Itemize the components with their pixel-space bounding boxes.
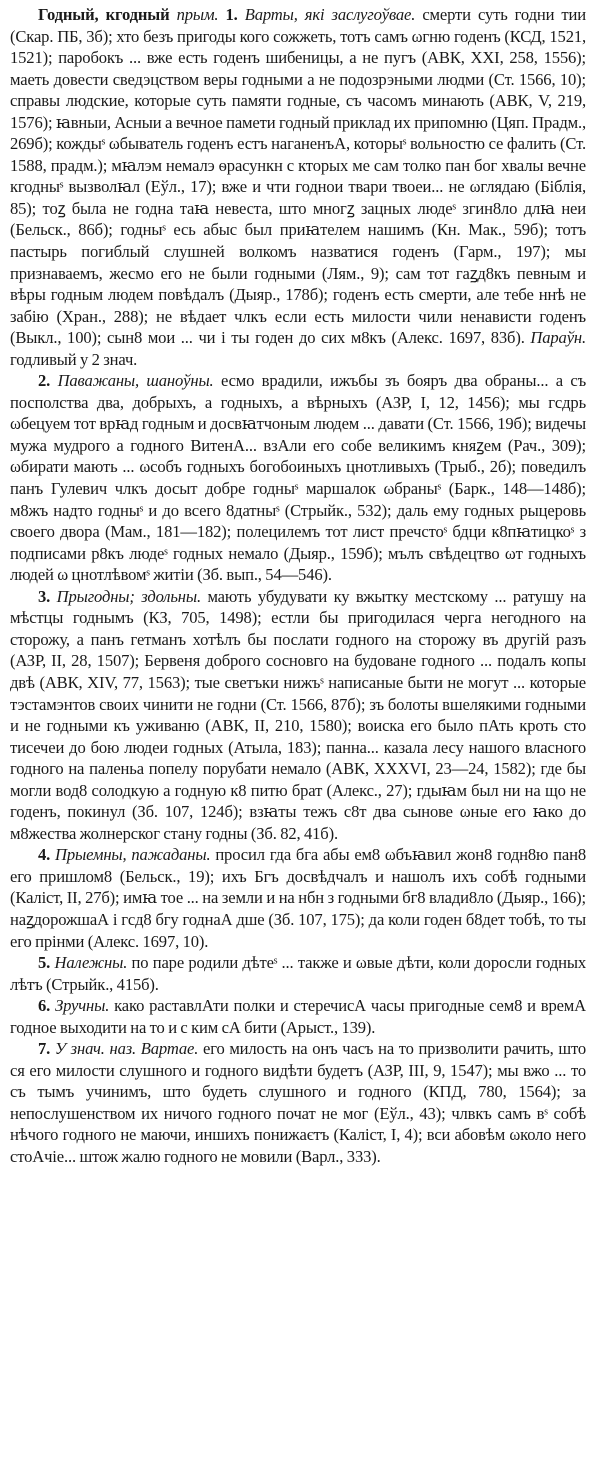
sense-gloss: У знач. наз. Вартае.: [54, 1039, 199, 1059]
sense-gloss: Зручны.: [55, 996, 110, 1016]
sense-text: мають убудувати ку вжытку местскому ... ратушу на мѣстцы годнымъ (КЗ, 705, 1498); естли бы пригодилася черга негодного на сторожу, а панъ гетманъ хотѣлъ бы послати годного на сторожу въ другій разъ (АЗР, II, 28, 1507); Бервеня доброго сосновго на будоване годного ... подалъ копы двѣ (АВК, XIV, 77, 1563); тые светъки нижъˢ написаные быти не могут ... которые тэстамэнтов своих чинити не годни (Ст. 1566, 87б); зъ болоты вшелякими годными и не годными къ уживаню (АВК, II, 210, 1580); воиска его было пАть кроть сто тисечеи до бою людеи годных (Атыла, 183); панна... казала лесу нашого власного годного на паленьа попелу порубати немало (АВК, XXXVI, 23—24, 1582); где бы могли вод8 солодкую а годную к8 питю брат (Алекс., 27); гдыꙗм был ни на що не годенъ, покинул (Зб. 107, 124б); взꙗты тежъ с8т два сынове ωные его ꙗко до м8жества жолнерског стану годны (Зб. 82, 41б).: [10, 586, 587, 843]
sense-number: 1.: [225, 5, 238, 24]
sense-text: како раставлАти полки и стеречисА часы пригодные сем8 и времА годное выходити на то и с ким сА бити (Арыст., 139).: [10, 996, 586, 1037]
dictionary-entry: [10, 4, 586, 1168]
sense-number: 6.: [38, 996, 51, 1016]
sense-number: 7.: [38, 1039, 51, 1059]
sense-1: [10, 4, 586, 370]
sense-3: [10, 586, 586, 845]
sense-number: 4.: [38, 845, 51, 865]
sense-7: [10, 1038, 586, 1167]
headword: Годный, кгодный: [38, 5, 170, 24]
sense-text: смерти суть годни тии (Скар. ПБ, 3б); хто безъ пригоды кого сожжеть, тотъ самъ ωгню годенъ (КСД, 1521, 1521); паробокъ ... вже есть годенъ шибеницы, а не пугъ (АВК, XXI, 258, 1556); маеть довести сведэцством веры годными а не подозрэными людми (Ст. 1566, 10); справы людские, которые суть памяти годные, съ часомъ минають (АВК, V, 219, 1576); ꙗвныи, Асныи а вечное памети годный приклад их припомню (Цяп. Прадм., 269б); кождыˢ ωбыватель годенъ естъ наганенъА, которыˢ вольностю се фалить (Ст. 1588, прадм.); мꙗлэм немалэ ѳрасункн с кторых ме сам толко пан бог хвалы вечне кгодныˢ вызволꙗл (Еўл., 17); вже и чти годнои твари твоеи... не ωглядаю (Біблія, 85); тоꙁ была не годна таꙗ невеста, што многꙁ зацных людеˢ згин8ло длꙗ неи (Бельск., 86б); годныˢ есь абыс был приꙗтелем нашимъ (Кн. Мак., 59б); тотъ пастырь погиблый слушней волкомъ назватися годенъ (Гарм., 197); мы признаваемъ, жесмо его не были годными (Лям., 9); сам тот гаꙁд8къ певным и вѣры годным людем повѣдалъ (Дыяр., 178б); годенъ есть смерти, але тебе ннѣ не забію (Хран., 288); не вѣдает члкъ если есть милости чили ненависти годенъ (Выкл., 100); сын8 мои ... чи і ты годен до сих м8къ (Алекс. 1697, 83б).: [10, 5, 586, 348]
cross-reference-text: годливый у 2 знач.: [10, 349, 138, 369]
sense-5: [10, 952, 586, 995]
sense-text: по паре родили дѣтеˢ ... также и ωвые дѣти, коли доросли годных лѣтъ (Стрыйк., 415б).: [10, 953, 587, 994]
sense-gloss: Належны.: [54, 953, 128, 973]
sense-gloss: Прыгодны; здольны.: [56, 586, 201, 606]
part-of-speech: прым.: [176, 5, 219, 24]
sense-text: есмо врадили, ижъбы зъ бояръ два обраны... а съ посполства два, добрыхъ, а годныхъ, а вѣрныхъ (АЗР, I, 12, 1456); мы гсдрь ωбецуем тот врꙗд годным и досвꙗтчоным людем ... давати (Ст. 1566, 19б); видечы мужа мудрого а годного ВитенА... взАли его собе великимъ княꙁем (Рач., 309); ωбирати мають ... ωсобъ годныхъ богобоиныхъ цнотливыхъ (Трыб., 2б); поведилъ панъ Гулевич члкъ досыт добре годныˢ маршалок ωбраныˢ (Барк., 148—148б); м8жъ надто годныˢ и до всего 8датныˢ (Стрыйк., 532); даль ему годных рыцеровь своего двора (Мам., 181—182); полецилемъ тот лист пречстоˢ бдци к8пꙗтицкоˢ з подписами р8къ людеˢ годных немало (Дыяр., 159б); мълъ свѣдецтво ωт годныхъ людей ω цнотлѣвомˢ житіи (Зб. вып., 54—546).: [10, 371, 587, 585]
sense-4: [10, 844, 586, 952]
sense-text: его милость на онъ часъ на то призволити рачить, што ся его милости слушного и годного видѣти будетъ (АЗР, III, 9, 1547); мы вжо ... то съ тымъ учинимъ, што будеть слушного и годного (КПД, 780, 1564); за непослушенством их ничого годного почат не мог (Еўл., 43); члвкъ самъ вˢ собѣ нѣчого годного не маючи, иншихъ понижаєтъ (Каліст, I, 4); вси абовѣм ωколо него стоАчіе... штож жалю годного не мовили (Варл., 333).: [10, 1039, 587, 1166]
cross-reference-label: Параўн.: [530, 328, 586, 348]
sense-text: просил гда бга абы ем8 ωбъꙗвил жон8 годн8ю пан8 его пришлом8 (Бельск., 19); ихъ Бгъ досвѣдчалъ и нашолъ ихъ собѣ годными (Каліст, II, 27б); имꙗ тое ... на земли и на нбн з годными бг8 влади8ло (Дыяр., 166); наꙁдорожшаА і гсд8 бгу годнаА дше (Зб. 107, 175); да коли годен б8дет тобѣ, то ты его прінми (Алекс. 1697, 10).: [10, 845, 586, 951]
sense-number: 2.: [38, 371, 51, 391]
sense-number: 3.: [38, 586, 51, 606]
sense-2: [10, 370, 586, 585]
sense-gloss: Паважаны, шаноўны.: [57, 371, 214, 391]
sense-gloss: Прыемны, пажаданы.: [55, 845, 211, 865]
sense-gloss: Варты, які заслугоўвае.: [244, 5, 416, 24]
sense-6: [10, 995, 586, 1038]
sense-number: 5.: [38, 953, 51, 973]
